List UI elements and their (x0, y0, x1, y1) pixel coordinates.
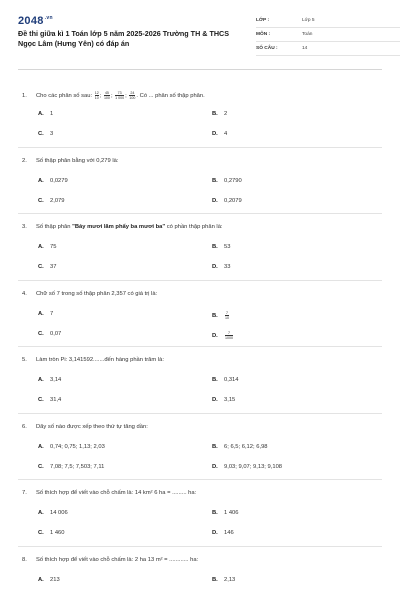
stem-text: Số thích hợp để viết vào chỗ chấm là: 14 km² 6 ha = ......... ha: (36, 490, 197, 496)
option-c[interactable] (38, 530, 65, 536)
question-number: 4. (22, 290, 27, 297)
option-a[interactable] (38, 510, 68, 516)
option-text: 0,0279 (50, 177, 68, 184)
exam-header (18, 0, 382, 70)
option-text: 2,079 (50, 197, 65, 204)
fraction-denominator: 100 (103, 96, 110, 100)
option-text: 53 (224, 244, 231, 250)
question-number: 3. (22, 224, 27, 230)
fraction (225, 311, 229, 320)
option-letter: D. (212, 332, 218, 339)
logo-suffix: .vn (44, 15, 53, 21)
fraction-numerator: 7 (226, 310, 228, 315)
question-stem (22, 291, 382, 297)
option-letter: A. (38, 310, 44, 317)
option-letter: D. (212, 197, 218, 204)
fraction-numerator: 12 (94, 91, 99, 95)
option-text: 0,07 (50, 330, 62, 337)
question-number: 5. (22, 357, 27, 363)
fraction-denominator: 10 (94, 96, 99, 100)
option-c[interactable] (38, 464, 104, 470)
question-number: 2. (22, 157, 27, 164)
option-letter: B. (212, 111, 218, 117)
option-text: 9,03; 9,07; 9,13; 9,108 (224, 463, 283, 470)
option-letter: C. (38, 530, 44, 536)
stem-text: Chữ số 7 trong số thập phân 2,357 có giá trị là: (36, 290, 158, 297)
option-letter: A. (38, 576, 44, 583)
option-c[interactable] (38, 131, 53, 137)
question-1 (18, 81, 382, 148)
option-letter: D. (212, 131, 218, 137)
option-d[interactable] (212, 264, 230, 270)
question-6 (18, 414, 382, 481)
fraction-denominator: 100 (129, 96, 136, 100)
meta-label-count: SỐ CÂU : (256, 46, 278, 51)
option-text: 0,74; 0,75; 1,13; 2,03 (50, 443, 105, 450)
fraction-numerator: 45 (104, 91, 109, 95)
question-stem (22, 490, 382, 496)
fraction-denominator: 10 (225, 315, 229, 320)
option-a[interactable] (38, 244, 56, 250)
option-letter: A. (38, 510, 44, 516)
option-a[interactable] (38, 577, 60, 583)
option-b[interactable] (212, 577, 235, 583)
option-b[interactable] (212, 111, 227, 117)
stem-text: Làm tròn Pi: 3,141592.......đến hàng phần trăm là: (36, 357, 164, 363)
question-number: 8. (22, 556, 27, 563)
stem-emphasis: "Bảy mươi lăm phẩy ba mươi ba" (72, 224, 166, 230)
question-stem: 1. Cho các phân số sau: $\frac{12}{10}$ ; $\frac{45}{100}$ ; $\frac{73}{1 000}$ ; $\frac{24}{100}$ . Có ... phân số thập phân. (22, 91, 205, 100)
question-stem (22, 158, 382, 164)
exam-title: Đề thi giữa kì 1 Toán lớp 5 năm 2025-2026 Trường TH & THCS Ngọc Lâm (Hưng Yên) có đáp án (18, 29, 230, 48)
question-number: 7. (22, 490, 27, 496)
question-7 (18, 480, 382, 547)
option-b[interactable] (212, 244, 230, 250)
option-letter: D. (212, 397, 218, 403)
option-text: 4 (224, 131, 228, 137)
option-letter: B. (212, 443, 218, 450)
logo-text: 2048 (18, 15, 44, 27)
stem-text: Dãy số nào được xếp theo thứ tự tăng dần: (36, 423, 148, 430)
meta-label-subject: MÔN : (256, 32, 271, 37)
site-logo[interactable] (18, 15, 53, 27)
option-letter: B. (212, 510, 218, 516)
option-letter: B. (212, 312, 218, 319)
meta-row-count (256, 42, 400, 56)
option-text: 7,08; 7,5; 7,503; 7,11 (50, 463, 105, 470)
question-number: 1. (22, 93, 27, 100)
fraction-denominator: 1 000 (115, 96, 125, 100)
question-8 (18, 547, 382, 600)
option-text: 31,4 (50, 397, 62, 403)
option-a[interactable] (38, 178, 68, 184)
option-letter: D. (212, 264, 218, 270)
option-text: 0,314 (224, 377, 239, 383)
option-letter: C. (38, 330, 44, 337)
option-c[interactable] (38, 264, 56, 270)
question-list (18, 70, 382, 600)
option-text: 37 (50, 264, 57, 270)
option-d[interactable] (212, 530, 234, 536)
fraction-numerator: 73 (117, 91, 122, 95)
fraction-denominator: 1000 (225, 335, 233, 340)
option-letter: A. (38, 377, 44, 383)
option-text: 0,2079 (224, 197, 242, 204)
fraction (115, 91, 124, 100)
question-number: 6. (22, 423, 27, 430)
option-d[interactable] (212, 464, 282, 470)
option-d[interactable] (212, 198, 242, 204)
option-b[interactable] (212, 510, 239, 516)
option-text: 1 (50, 111, 54, 117)
option-c[interactable] (38, 397, 61, 403)
option-letter: D. (212, 463, 218, 470)
option-c[interactable] (38, 331, 61, 337)
stem-text: Số thập phân bằng với 0,279 là: (36, 157, 119, 164)
option-letter: A. (38, 177, 44, 184)
question-stem (22, 357, 382, 363)
option-text: 213 (50, 576, 60, 583)
question-4 (18, 281, 382, 348)
option-text: 0,2790 (224, 177, 242, 184)
option-text: 14 006 (50, 510, 68, 516)
option-text: 3 (50, 131, 54, 137)
stem-text: có phần thập phân là: (166, 224, 223, 230)
meta-row-class (256, 14, 400, 28)
option-b[interactable] (212, 311, 230, 320)
question-stem (22, 424, 382, 430)
option-letter: A. (38, 111, 44, 117)
option-text: 1 406 (224, 510, 239, 516)
option-text: 6; 6,5; 6,12; 6,98 (224, 443, 268, 450)
question-3 (18, 214, 382, 281)
meta-row-subject (256, 28, 400, 42)
option-a[interactable] (38, 444, 105, 450)
option-text: 75 (50, 244, 57, 250)
option-text: 3,14 (50, 377, 62, 383)
option-letter: C. (38, 463, 44, 470)
option-letter: B. (212, 576, 218, 583)
option-letter: A. (38, 244, 44, 250)
option-letter: B. (212, 377, 218, 383)
option-b[interactable] (212, 377, 239, 383)
question-5 (18, 347, 382, 414)
fraction-numerator: 24 (130, 91, 135, 95)
fraction (225, 331, 233, 340)
option-a[interactable] (38, 377, 61, 383)
option-text: 1 460 (50, 530, 65, 536)
option-text: 33 (224, 264, 231, 270)
option-b[interactable] (212, 444, 268, 450)
option-letter: A. (38, 443, 44, 450)
option-d[interactable] (212, 331, 234, 340)
option-letter: C. (38, 197, 44, 204)
option-letter: C. (38, 131, 44, 137)
option-letter: D. (212, 530, 218, 536)
option-text: 7 (50, 310, 54, 317)
option-d[interactable] (212, 397, 235, 403)
stem-text: Số thích hợp để viết vào chỗ chấm là: 2 ha 13 m² = ............ ha: (36, 556, 199, 563)
exam-meta (256, 14, 400, 56)
question-stem (22, 224, 382, 230)
stem-text: . Có ... phân số thập phân. (136, 93, 205, 100)
option-a[interactable] (38, 311, 53, 317)
meta-value-class: Lớp 5 (302, 18, 315, 23)
option-text: 3,15 (224, 397, 236, 403)
option-text: 2 (224, 111, 228, 117)
option-letter: C. (38, 397, 44, 403)
option-d[interactable] (212, 131, 227, 137)
option-text: 2,13 (224, 576, 236, 583)
fraction (95, 91, 99, 100)
stem-text: Cho các phân số sau: (36, 93, 93, 100)
option-letter: C. (38, 264, 44, 270)
meta-label-class: LỚP : (256, 18, 270, 23)
meta-value-count: 14 (302, 46, 308, 51)
option-letter: B. (212, 177, 218, 184)
option-c[interactable] (38, 198, 65, 204)
fraction-numerator: 7 (228, 330, 230, 335)
fraction (129, 91, 135, 100)
option-text: 146 (224, 530, 234, 536)
stem-text: Số thập phân (36, 224, 71, 230)
question-stem (22, 557, 382, 563)
option-a[interactable] (38, 111, 53, 117)
option-letter: B. (212, 244, 218, 250)
question-2 (18, 148, 382, 215)
meta-value-subject: Toán (302, 32, 313, 37)
option-b[interactable] (212, 178, 242, 184)
fraction (104, 91, 110, 100)
